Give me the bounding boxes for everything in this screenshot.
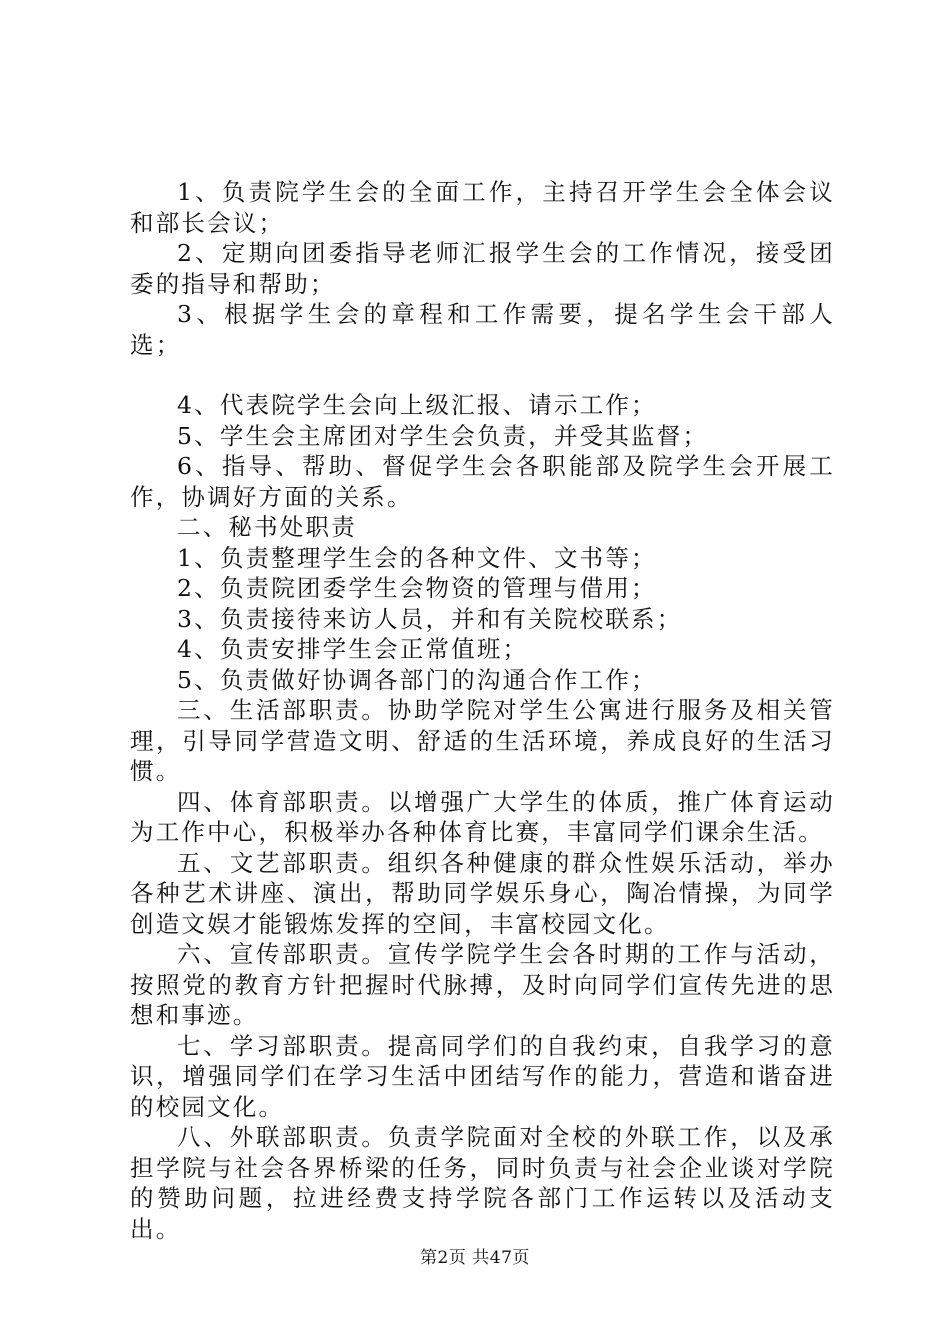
section-heading-secretariat: 二、秘书处职责 — [177, 513, 357, 541]
paragraph-11: 5、负责做好协调各部门的沟通合作工作； — [177, 665, 657, 694]
paragraph-sports-dept: 四、体育部职责。以增强广大学生的体质，推广体育运动为工作中心，积极举办各种体育比赛，丰富同学们课余生活。 — [130, 787, 835, 846]
page-number-footer: 第2页 共47页 — [420, 1248, 530, 1268]
document-body — [130, 177, 835, 1244]
paragraph-5: 5、学生会主席团对学生会负责，并受其监督； — [177, 421, 709, 450]
paragraph-liaison-dept: 八、外联部职责。负责学院面对全校的外联工作，以及承担学院与社会各界桥梁的任务，同时负责与社会企业谈对学院的赞助问题，拉进经费支持学院各部门工作运转以及活动支出。 — [130, 1123, 835, 1243]
paragraph-1: 1、负责院学生会的全面工作，主持召开学生会全体会议和部长会议； — [130, 178, 835, 237]
paragraph-10: 4、负责安排学生会正常值班； — [177, 635, 529, 663]
paragraph-2: 2、定期向团委指导老师汇报学生会的工作情况，接受团委的指导和帮助； — [130, 239, 835, 298]
paragraph-4: 4、代表院学生会向上级汇报、请示工作； — [177, 391, 657, 419]
paragraph-6: 6、指导、帮助、督促学生会各职能部及院学生会开展工作，协调好方面的关系。 — [130, 452, 835, 511]
paragraph-9: 3、负责接待来访人员，并和有关院校联系； — [177, 604, 683, 633]
blank-line — [130, 360, 835, 390]
paragraph-7: 1、负责整理学生会的各种文件、文书等； — [177, 543, 657, 572]
paragraph-life-dept: 三、生活部职责。协助学院对学生公寓进行服务及相关管理，引导同学营造文明、舒适的生活环境，养成良好的生活习惯。 — [130, 696, 835, 785]
paragraph-3: 3、根据学生会的章程和工作需要，提名学生会干部人选； — [130, 300, 835, 359]
paragraph-publicity-dept: 六、宣传部职责。宣传学院学生会各时期的工作与活动，按照党的教育方针把握时代脉搏，及时向同学们宣传先进的思想和事迹。 — [130, 940, 835, 1029]
paragraph-study-dept: 七、学习部职责。提高同学们的自我约束，自我学习的意识，增强同学们在学习生活中团结写作的能力，营造和谐奋进的校园文化。 — [130, 1031, 835, 1121]
paragraph-8: 2、负责院团委学生会物资的管理与借用； — [177, 574, 657, 602]
paragraph-arts-dept: 五、文艺部职责。组织各种健康的群众性娱乐活动，举办各种艺术讲座、演出，帮助同学娱乐身心，陶冶情操，为同学创造文娱才能锻炼发挥的空间，丰富校园文化。 — [130, 848, 835, 938]
